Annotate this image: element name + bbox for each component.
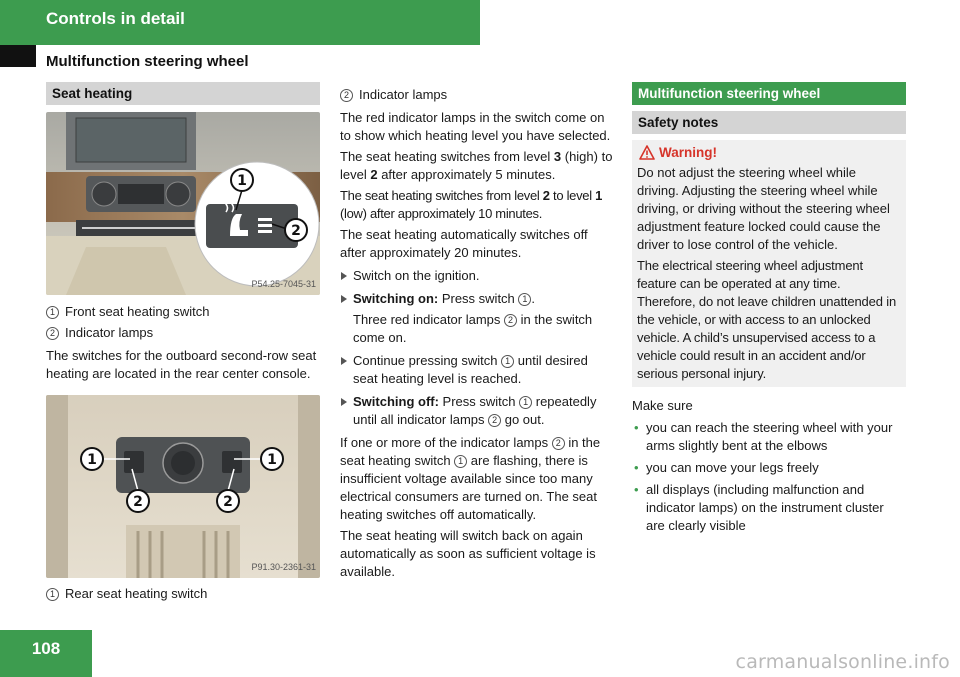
safety-notes-heading: Safety notes [632, 111, 906, 134]
warning-title: Warning! [637, 144, 901, 162]
warning-box [632, 140, 906, 387]
subsection-title: Multifunction steering wheel [46, 53, 249, 70]
page-number: 108 [31, 639, 61, 658]
legend-item: 1 Front seat heating switch [46, 303, 320, 321]
legend-item: 2 Indicator lamps [340, 86, 616, 104]
left-column [46, 82, 320, 603]
photo2-callout-2-left: 2 [133, 494, 143, 510]
list-item: • you can reach the steering wheel with your arms slightly bent at the elbows [632, 419, 906, 455]
right-column [632, 82, 906, 535]
warning-paragraph: Do not adjust the steering wheel while driving. Adjusting the steering wheel while driving, or driving without the steering wheel adjustment feature locked could cause the driver to lose control of the vehicle. [637, 165, 890, 252]
list-item: • all displays (including malfunction and indicator lamps) on the instrument cluster are clearly visible [632, 481, 906, 535]
seat-heating-heading: Seat heating [46, 82, 320, 105]
page-number-box [0, 630, 92, 677]
front-seat-heating-photo [46, 112, 320, 295]
instruction-step: Continue pressing switch 1 until desired seat heating level is reached. [340, 352, 616, 388]
make-sure-label: Make sure [632, 398, 693, 413]
paragraph: The seat heating will switch back on again automatically as soon as sufficient voltage is available. [340, 528, 596, 579]
header-black-tab [0, 45, 36, 67]
legend-item: 1 Rear seat heating switch [46, 585, 320, 603]
photo1-callout-1: 1 [237, 173, 247, 189]
instruction-result: Three red indicator lamps 2 in the switch come on. [353, 312, 593, 345]
paragraph: The red indicator lamps in the switch come on to show which heating level you have selected. [340, 110, 611, 143]
photo1-callout-2: 2 [291, 223, 301, 239]
paragraph: The seat heating switches from level 3 (high) to level 2 after approximately 5 minutes. [340, 149, 613, 182]
warning-paragraph: The electrical steering wheel adjustment feature can be operated at any time. Therefore, do not leave children unattended in the vehicle, or with access to an unlocked vehicle. A child’s unsupervised access to a vehicle could result in an accident and/or serious personal injury. [637, 258, 897, 381]
photo2-callout-1-right: 1 [267, 452, 277, 468]
list-item: • you can move your legs freely [632, 459, 906, 477]
section-title: Controls in detail [46, 9, 185, 28]
paragraph: The seat heating switches from level 2 to level 1 (low) after approximately 10 minutes. [340, 188, 603, 221]
section-header-band [0, 0, 480, 45]
rear-switch-paragraph: The switches for the outboard second-row seat heating are located in the rear center console. [46, 348, 317, 381]
warning-triangle-icon [639, 145, 655, 160]
photo1-code: P54.25-7045-31 [251, 279, 316, 289]
photo2-callout-1-left: 1 [87, 452, 97, 468]
paragraph: The seat heating automatically switches off after approximately 20 minutes. [340, 227, 588, 260]
paragraph: If one or more of the indicator lamps 2 in the seat heating switch 1 are flashing, there is insufficient voltage available since too many electrical consumers are turned on. The seat heating switches off automatically. [340, 435, 601, 522]
instruction-step: Switching off: Press switch 1 repeatedly until all indicator lamps 2 go out. [340, 393, 616, 429]
multifunction-heading: Multifunction steering wheel [632, 82, 906, 105]
rear-seat-heating-photo [46, 395, 320, 578]
photo2-code: P91.30-2361-31 [251, 562, 316, 572]
middle-column [340, 86, 616, 581]
instruction-step: Switching on: Press switch 1 . [340, 290, 616, 308]
watermark-text: carmanualsonline.info [735, 651, 950, 673]
legend-item: 2 Indicator lamps [46, 324, 320, 342]
instruction-step: Switch on the ignition. [340, 267, 616, 285]
photo2-callout-2-right: 2 [223, 494, 233, 510]
